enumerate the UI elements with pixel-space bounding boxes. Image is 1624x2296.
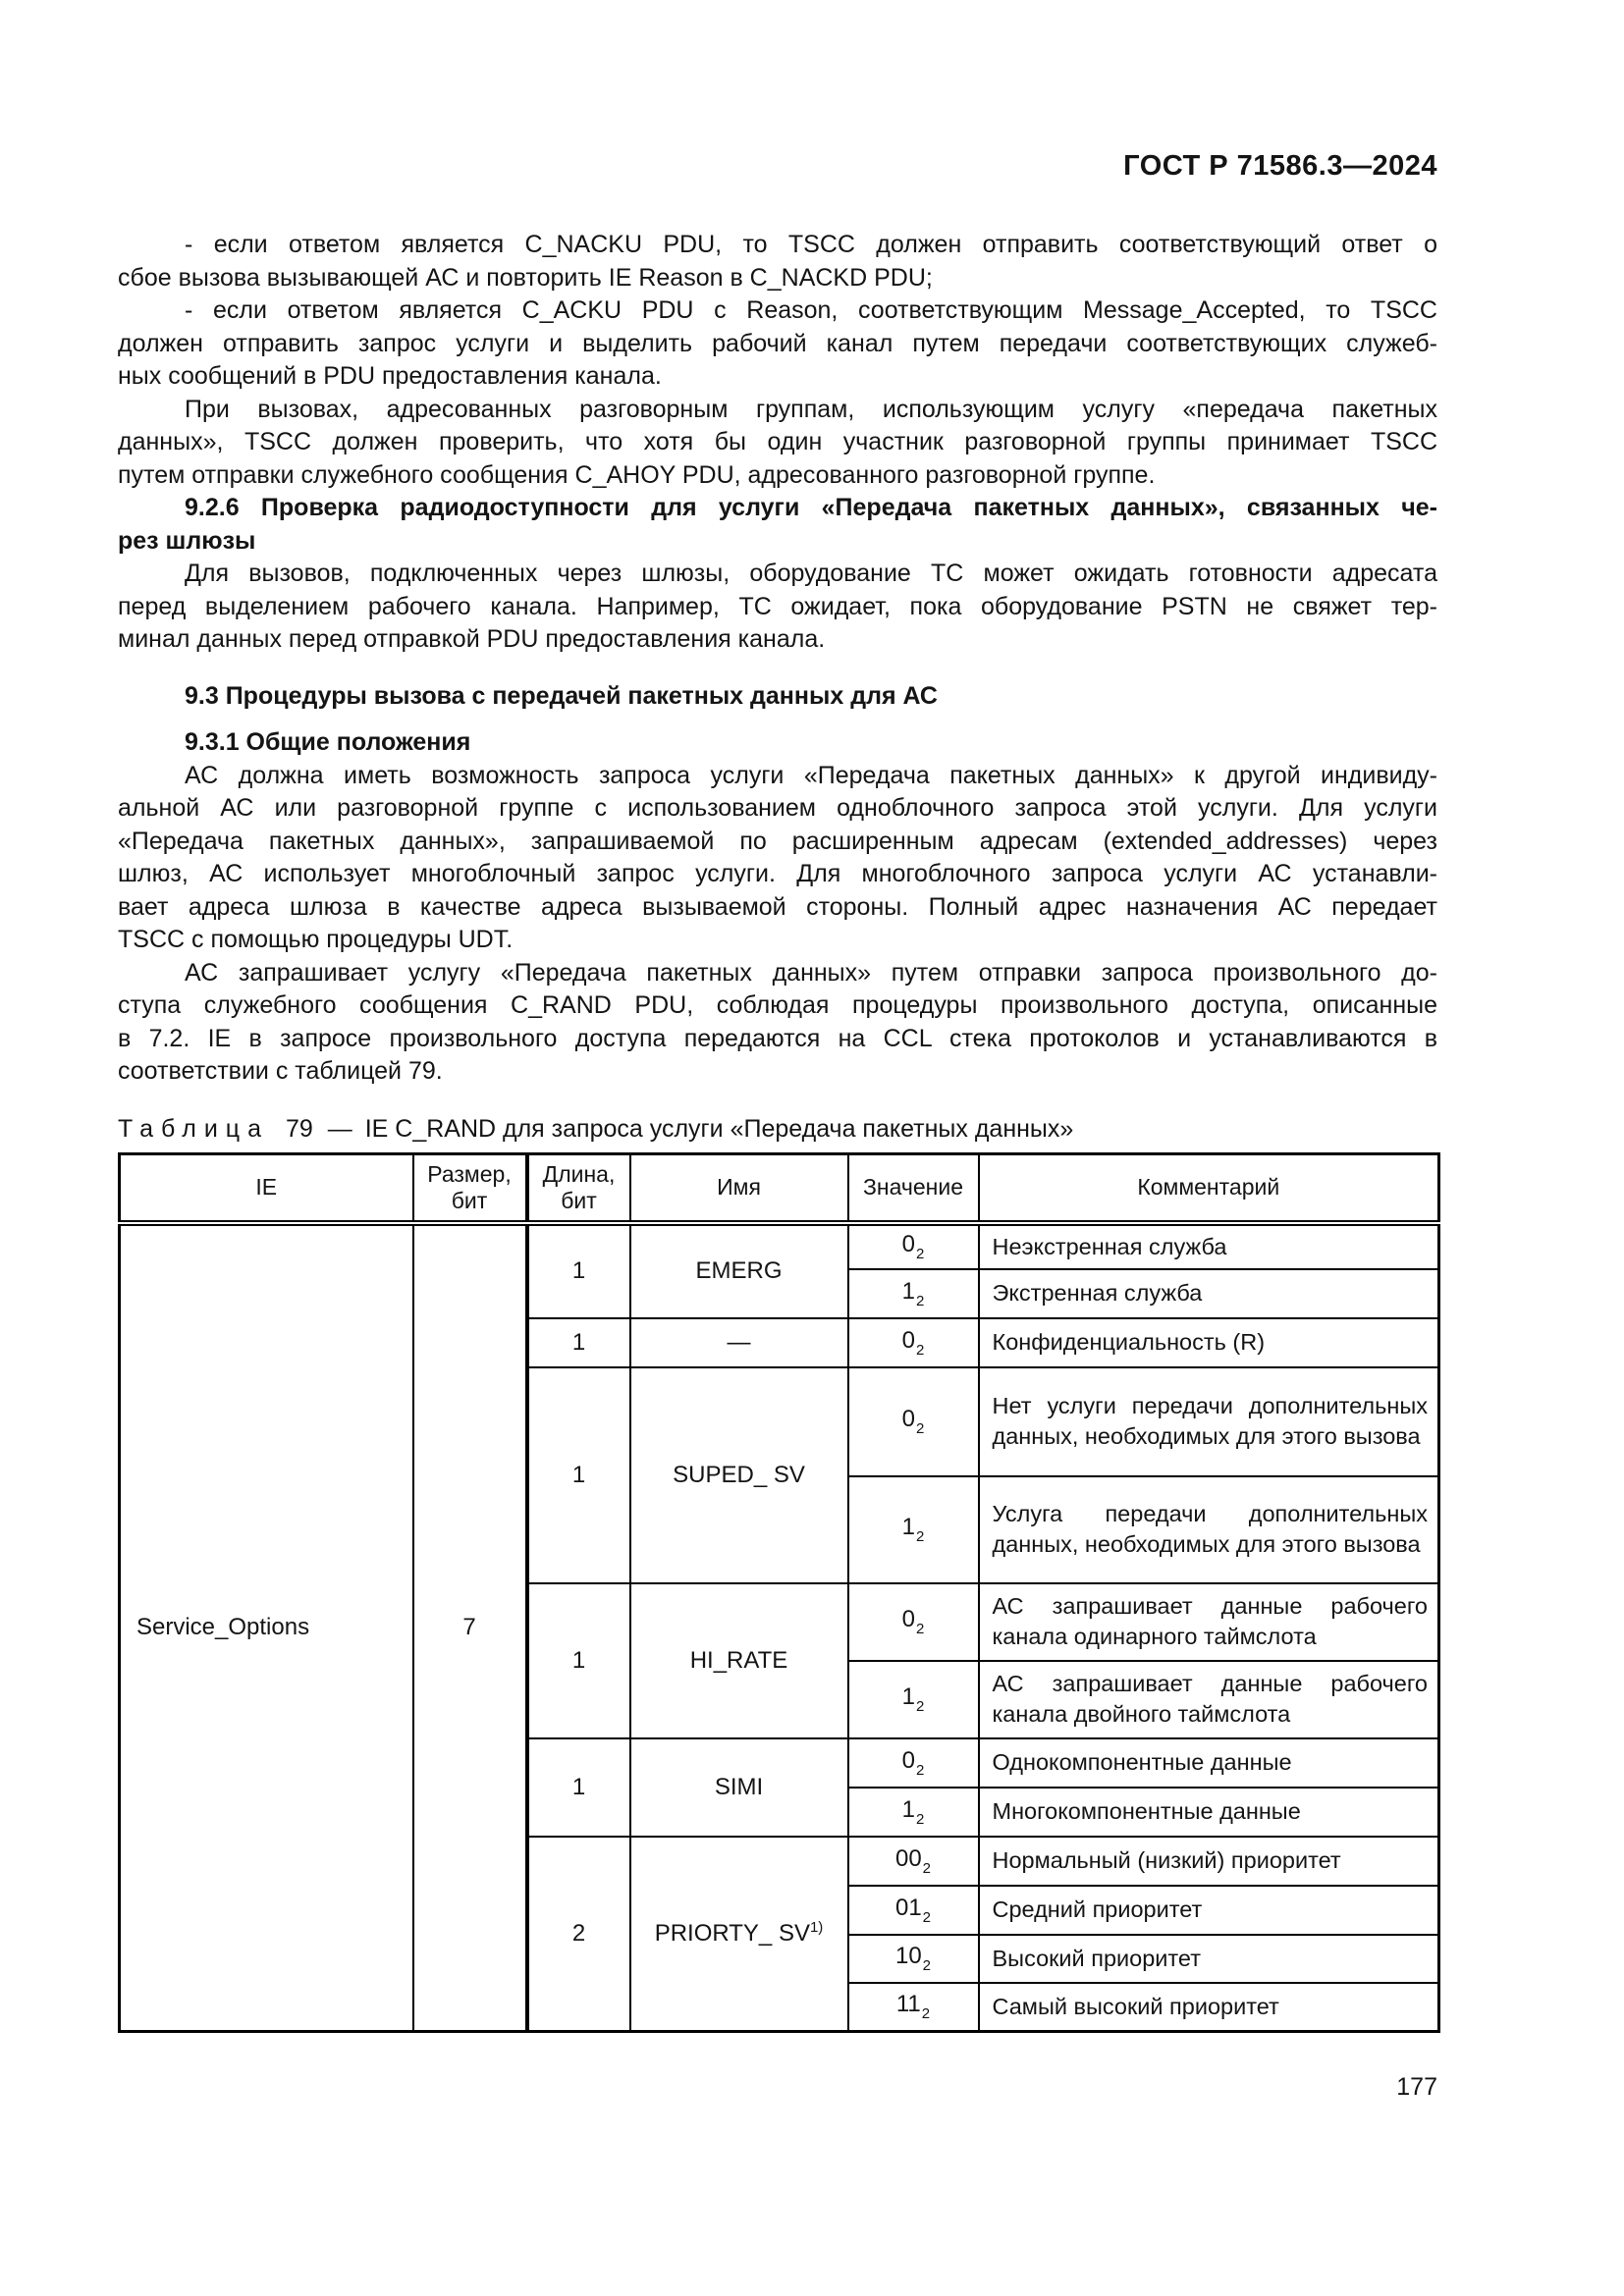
paragraph: [118, 229, 1437, 294]
value-base-subscript: 2: [922, 1957, 932, 1974]
table-cell-size: 7: [413, 1223, 527, 2032]
value-base-subscript: 2: [916, 1292, 925, 1309]
text-line: ных сообщений в PDU предоставления канала.: [118, 362, 662, 390]
table-cell-value: [848, 1661, 979, 1738]
table-cell-value: [848, 1367, 979, 1476]
table-cell-length: 2: [527, 1837, 630, 2032]
table-cell-length: 1: [527, 1223, 630, 1318]
column-header-name: Имя: [630, 1153, 848, 1223]
table-caption-dash: —: [327, 1114, 352, 1143]
table-cell-length: 1: [527, 1583, 630, 1738]
page-content: [118, 0, 1437, 2103]
table-cell-value: [848, 1738, 979, 1788]
text-line: вает адреса шлюза в качестве адреса вызываемой стороны. Полный адрес назначения АС передает: [118, 892, 1437, 921]
column-header-size: Размер, бит: [413, 1153, 527, 1223]
table-cell-value: [848, 1223, 979, 1269]
text-line: ступа служебного сообщения C_RAND PDU, соблюдая процедуры произвольного доступа, описанные: [118, 991, 1437, 1019]
table-caption: [118, 1114, 1437, 1145]
text-line: АС должна иметь возможность запроса услуги «Передача пакетных данных» к другой индивиду-: [185, 761, 1437, 789]
text-line: TSCC с помощью процедуры UDT.: [118, 926, 514, 953]
text-line: сбое вызова вызывающей АС и повторить IE Reason в C_NACKD PDU;: [118, 263, 933, 292]
table-header-row: [120, 1153, 1439, 1223]
table-cell-comment: Средний приоритет: [979, 1886, 1439, 1935]
table-cell-value: [848, 1318, 979, 1367]
column-header-length: Длина, бит: [527, 1153, 630, 1223]
table-cell-value: [848, 1476, 979, 1583]
table-caption-text: IE C_RAND для запроса услуги «Передача пакетных данных»: [364, 1114, 1074, 1143]
table-cell-name: SUPED_ SV: [630, 1367, 848, 1583]
column-header-value: Значение: [848, 1153, 979, 1223]
table-cell-ie: Service_Options: [120, 1223, 413, 2032]
heading-line: 9.2.6 Проверка радиодоступности для услуги «Передача пакетных данных», связанных че-: [185, 494, 1437, 521]
value-base-subscript: 2: [916, 1341, 925, 1359]
value-bits: 11: [895, 1991, 921, 2018]
table-cell-value: [848, 1935, 979, 1983]
table-cell-length: 1: [527, 1367, 630, 1583]
value-base-subscript: 2: [916, 1810, 925, 1828]
table-cell-value: [848, 1269, 979, 1318]
heading-line: 9.3 Процедуры вызова с передачей пакетных данных для АС: [185, 681, 938, 710]
table-cell-length: 1: [527, 1738, 630, 1837]
table-cell-value: [848, 1837, 979, 1886]
heading-9-3: [118, 680, 1437, 714]
text-line: путем отправки служебного сообщения C_AHOY PDU, адресованного разговорной группе.: [118, 460, 1156, 489]
value-base-subscript: 2: [921, 2005, 931, 2023]
value-base-subscript: 2: [916, 1246, 925, 1262]
text-line: «Передача пакетных данных», запрашиваемой по расширенным адресам (extended_addresses) через: [118, 827, 1437, 855]
value-bits: 00: [894, 1844, 922, 1872]
value-bits: 0: [901, 1746, 915, 1774]
text-line: альной АС или разговорной группе с использованием одноблочного запроса этой услуги. Для услуги: [118, 794, 1437, 822]
value-bits: 1: [901, 1795, 915, 1823]
table-cell-comment: Нормальный (низкий) приоритет: [979, 1837, 1439, 1886]
paragraph: [118, 957, 1437, 1089]
table-cell-comment: Высокий приоритет: [979, 1935, 1439, 1983]
table-caption-label: Таблица: [118, 1114, 270, 1143]
column-header-ie: IE: [120, 1153, 413, 1223]
text-line: АС запрашивает услугу «Передача пакетных данных» путем отправки запроса произвольного до-: [185, 958, 1437, 987]
table-cell-value: [848, 1983, 979, 2032]
text-line: Для вызовов, подключенных через шлюзы, оборудование ТС может ожидать готовности адресата: [185, 560, 1437, 587]
table-header: [120, 1153, 1439, 1223]
text-line: шлюз, АС использует многоблочный запрос услуги. Для многоблочного запроса услуги АС устанавли-: [118, 860, 1437, 887]
table-cell-length: 1: [527, 1318, 630, 1367]
table-cell-comment: Услуга передачи дополнительных данных, необходимых для этого вызова: [979, 1476, 1439, 1583]
table-cell-name: [630, 1837, 848, 2032]
text-line: При вызовах, адресованных разговорным группам, использующим услугу «передача пакетных: [185, 395, 1437, 423]
text-line: - если ответом является C_NACKU PDU, то TSCC должен отправить соответствующий ответ о: [185, 231, 1437, 258]
table-body: [120, 1223, 1439, 2032]
paragraph: [118, 558, 1437, 657]
page-number: 177: [1396, 2073, 1437, 2101]
table-cell-comment: Нет услуги передачи дополнительных данных, необходимых для этого вызова: [979, 1367, 1439, 1476]
value-bits: 0: [901, 1326, 915, 1354]
document-header: ГОСТ Р 71586.3—2024: [1123, 150, 1437, 182]
text-line: минал данных перед отправкой PDU предоставления канала.: [118, 625, 826, 653]
table-cell-value: [848, 1583, 979, 1661]
heading-line: 9.3.1 Общие положения: [185, 728, 471, 756]
table-cell-comment: АС запрашивает данные рабочего канала двойного таймслота: [979, 1661, 1439, 1738]
table-cell-name: EMERG: [630, 1223, 848, 1318]
table-row: [120, 1223, 1439, 1269]
footnote-marker: 1): [809, 1918, 824, 1936]
paragraph: [118, 394, 1437, 493]
value-bits: 1: [901, 1277, 915, 1305]
value-bits: 1: [901, 1514, 915, 1540]
value-base-subscript: 2: [916, 1621, 925, 1637]
heading-9-2-6: [118, 492, 1437, 558]
table-cell-name: HI_RATE: [630, 1583, 848, 1738]
paragraph: [118, 294, 1437, 394]
value-base-subscript: 2: [916, 1698, 925, 1715]
column-header-comment: Комментарий: [979, 1153, 1439, 1223]
table-caption-number: 79: [285, 1114, 313, 1143]
value-base-subscript: 2: [916, 1528, 925, 1545]
value-bits: 0: [901, 1406, 915, 1432]
text-line: данных», TSCC должен проверить, что хотя бы один участник разговорной группы принимает TSCC: [118, 428, 1437, 455]
text-line: перед выделением рабочего канала. Например, ТС ожидает, пока оборудование PSTN не свяжет тер-: [118, 592, 1437, 620]
text-line: в 7.2. IE в запросе произвольного доступа передаются на CCL стека протоколов и устанавливаются в: [118, 1024, 1437, 1052]
paragraph: [118, 760, 1437, 957]
value-base-subscript: 2: [916, 1420, 925, 1437]
table-cell-comment: Самый высокий приоритет: [979, 1983, 1439, 2032]
value-bits: 10: [894, 1943, 922, 1969]
text-line: - если ответом является C_ACKU PDU с Reason, соответствующим Message_Accepted, то TSCC: [185, 296, 1437, 324]
table-cell-comment: Однокомпонентные данные: [979, 1738, 1439, 1788]
value-base-subscript: 2: [922, 1859, 932, 1877]
table-cell-comment: Конфиденциальность (R): [979, 1318, 1439, 1367]
value-bits: 1: [901, 1683, 915, 1710]
text-line: соответствии с таблицей 79.: [118, 1057, 443, 1085]
table-cell-comment: АС запрашивает данные рабочего канала одинарного таймслота: [979, 1583, 1439, 1661]
ie-field-name: PRIORTY_ SV: [654, 1919, 810, 1947]
text-line: должен отправить запрос услуги и выделить рабочий канал путем передачи соответствующих служеб-: [118, 329, 1437, 357]
value-base-subscript: 2: [922, 1908, 932, 1926]
value-bits: 0: [901, 1606, 915, 1632]
value-bits: 0: [901, 1231, 915, 1257]
table-cell-comment: Экстренная служба: [979, 1269, 1439, 1318]
table-79: [118, 1152, 1440, 2034]
heading-9-3-1: [118, 726, 1437, 760]
table-cell-value: [848, 1886, 979, 1935]
table-cell-comment: Многокомпонентные данные: [979, 1788, 1439, 1837]
table-cell-value: [848, 1788, 979, 1837]
value-bits: 01: [894, 1894, 922, 1921]
body-text: [118, 229, 1437, 1089]
table-cell-name: —: [630, 1318, 848, 1367]
table-cell-comment: Неэкстренная служба: [979, 1223, 1439, 1269]
heading-line: рез шлюзы: [118, 526, 256, 555]
table-cell-name: SIMI: [630, 1738, 848, 1837]
value-base-subscript: 2: [916, 1761, 925, 1779]
